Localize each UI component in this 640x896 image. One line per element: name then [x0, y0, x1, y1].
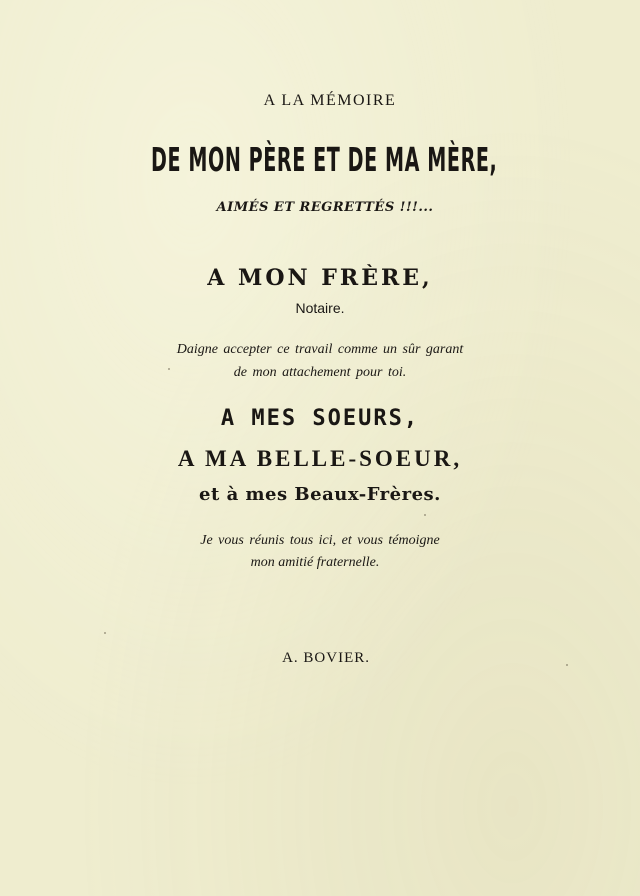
signature: A. BOVIER.	[282, 650, 370, 666]
frere-text-line-1: Daigne accepter ce travail comme un sûr garant	[176, 342, 464, 357]
paper-speck	[104, 632, 106, 634]
memoire-line: A LA MÉMOIRE	[263, 92, 397, 109]
frere-text-line-2: de mon attachement pour toi.	[233, 365, 407, 380]
belle-soeur-heading: A MA BELLE-SOEUR,	[177, 446, 463, 471]
paper-speck	[424, 514, 426, 516]
paper-speck	[566, 664, 568, 666]
reunis-text-line-2: mon amitié fraternelle.	[250, 555, 380, 570]
frere-heading: A MON FRÈRE,	[207, 265, 433, 291]
frere-title: Notaire.	[295, 300, 345, 316]
parents-heading: DE MON PÈRE ET DE MA MÈRE,	[150, 140, 498, 179]
soeurs-heading: A MES SOEURS,	[220, 406, 420, 431]
beaux-freres-heading: et à mes Beaux-Frères.	[199, 484, 441, 505]
paper-speck	[168, 368, 170, 370]
reunis-text-line-1: Je vous réunis tous ici, et vous témoigne	[200, 533, 440, 548]
aimes-line: AIMÉS ET REGRETTÉS !!!...	[216, 200, 434, 215]
